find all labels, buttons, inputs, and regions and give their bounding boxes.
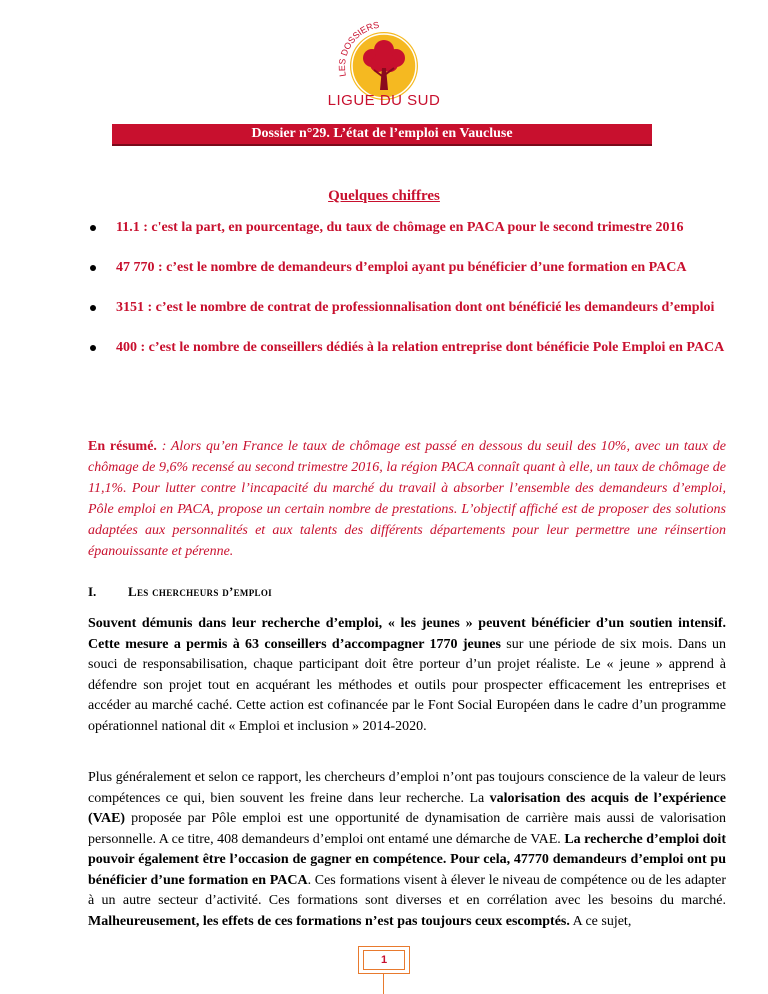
page-number-box (358, 946, 410, 974)
heading-number: I. (88, 584, 97, 599)
summary-lead: En résumé. (88, 439, 157, 454)
bullet-text: 47 770 : c’est le nombre de demandeurs d’emploi ayant pu bénéficier d’une formation en PACA (116, 260, 687, 275)
list-item (88, 218, 726, 238)
list-item (88, 338, 726, 358)
paragraph-1-text: sur une période de six mois. Dans un souci de responsabilisation, chaque participant doit être porteur d’un projet réaliste. Le « jeune » apprend à défendre son projet tout en acquérant les méthodes et outils pour prospecter efficacement les entreprises et accéder au marché caché. Cette action est cofinancée par le Font Social Européen dans le cadre d’un programme opérationnel national dit « Emploi et inclusion » 2014-2020. (88, 636, 726, 734)
bullet-icon (90, 345, 96, 351)
logo-arc-text: LES DOSSIERS (336, 19, 381, 78)
paragraph-1 (88, 614, 726, 737)
dossier-title: Dossier n°29. L’état de l’emploi en Vaucluse (251, 126, 513, 141)
dossier-title-banner (112, 124, 652, 146)
summary-paragraph (88, 436, 726, 562)
paragraph-2-text-1: Plus généralement et selon ce rapport, les chercheurs d’emploi n’ont pas toujours conscience de la valeur de leurs compétences ce qui, bien souvent les freine dans leur recherche. La (88, 770, 726, 806)
paragraph-2-bold-2: La recherche d’emploi doit pouvoir également être l’occasion de gagner en compétence. Pour cela, 47770 demandeurs d’emploi ont pu bénéficier d’une formation en PACA (88, 831, 726, 888)
bullet-icon (90, 225, 96, 231)
bullet-icon (90, 305, 96, 311)
section-title: Quelques chiffres (328, 188, 440, 204)
heading-label: Les chercheurs d’emploi (128, 584, 272, 599)
list-item (88, 258, 726, 278)
section-heading (88, 584, 726, 600)
key-figures-list (88, 218, 726, 378)
paragraph-2-bold-3: Malheureusement, les effets de ces formations n’est pas toujours ceux escomptés. (88, 913, 570, 929)
logo-caption: LIGUE DU SUD (327, 92, 441, 109)
paragraph-2 (88, 768, 726, 932)
paragraph-1-bold: Souvent démunis dans leur recherche d’emploi, « les jeunes » peuvent bénéficier d’un soutien intensif. Cette mesure a permis à 63 conseillers d’accompagner 1770 jeunes (88, 616, 726, 652)
bullet-icon (90, 265, 96, 271)
bullet-text: 3151 : c’est le nombre de contrat de professionnalisation dont ont bénéficié les demandeurs d’emploi (116, 300, 715, 315)
bullet-text: 400 : c’est le nombre de conseillers dédiés à la relation entreprise dont bénéficie Pole Emploi en PACA (116, 340, 725, 355)
paragraph-2-text-4: A ce sujet, (569, 913, 632, 929)
page-number: 1 (380, 954, 388, 966)
paragraph-2-text-3: . Ces formations visent à élever le niveau de compétence ou de les adapter à un autre secteur d’activité. Ces formations sont diverses et en corrélation avec les besoins du marché. (88, 872, 726, 908)
summary-body: : Alors qu’en France le taux de chômage est passé en dessous du seuil des 10%, avec un taux de chômage de 9,6% recensé au second trimestre 2016, la région PACA connaît quant à elle, un taux de chômage de 11,1%. Pour lutter contre l’incapacité du marché du travail à absorber l’ensemble des demandeurs d’emploi, Pôle emploi en PACA, propose un certain nombre de prestations. L’objectif affiché est de proposer des solutions adaptées aux personnalités et aux talents des différents départements pour leur permettre une réinsertion épanouissante et pérenne. (88, 439, 726, 559)
paragraph-2-bold-1: valorisation des acquis de l’expérience (VAE) (88, 790, 726, 826)
page-number-connector (383, 974, 384, 994)
bullet-text: 11.1 : c'est la part, en pourcentage, du taux de chômage en PACA pour le second trimestre 2016 (116, 220, 684, 235)
list-item (88, 298, 726, 318)
paragraph-2-text-2: proposée par Pôle emploi est une opportunité de dynamisation de carrière mais aussi de valorisation personnelle. A ce titre, 408 demandeurs d’emploi ont entamé une démarche de VAE. (88, 811, 726, 847)
